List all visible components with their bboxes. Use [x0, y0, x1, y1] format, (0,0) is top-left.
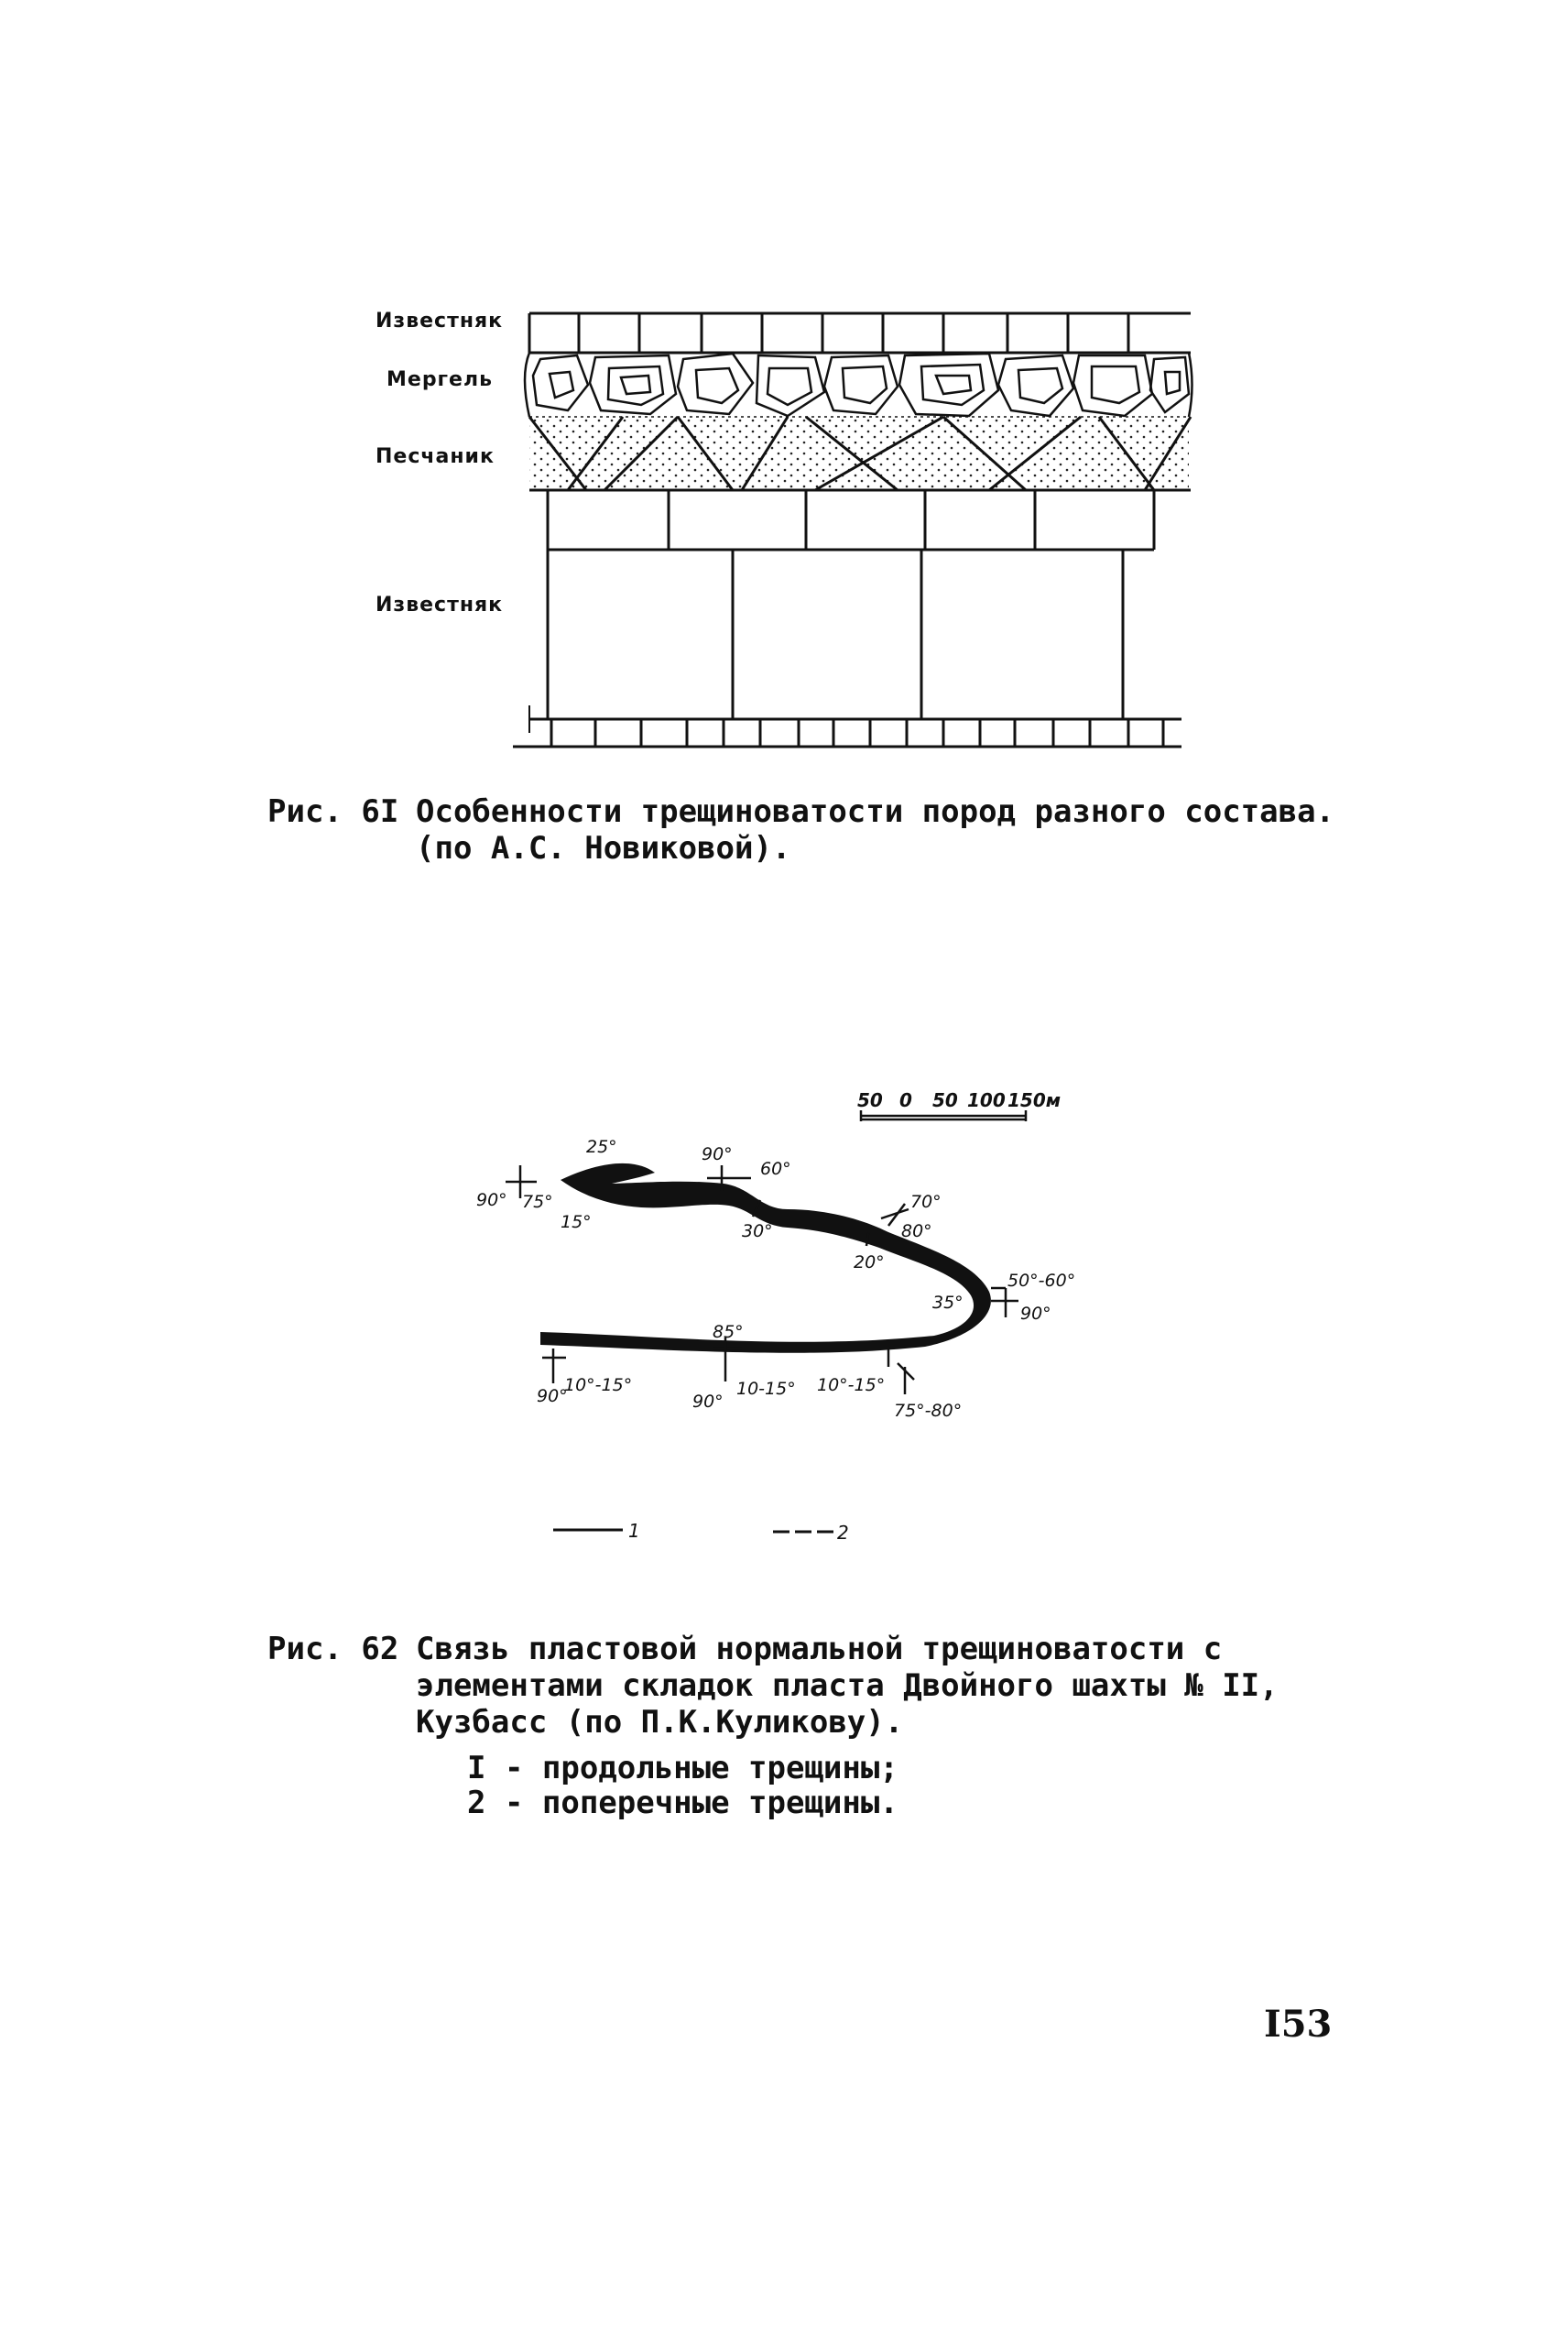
angle-10-15-b: 10-15°: [736, 1379, 796, 1399]
label-limestone-top: Известняк: [376, 310, 504, 333]
caption-62-line3: Кузбасс (по П.К.Куликову).: [416, 1704, 904, 1741]
legend-symbols: [553, 1530, 833, 1532]
rock-section-diagram: [513, 302, 1200, 751]
angle-90-right: 90°: [1020, 1304, 1051, 1324]
angle-90-left: 90°: [476, 1190, 507, 1210]
label-sandstone: Песчаник: [376, 445, 495, 468]
angle-75-80: 75°-80°: [894, 1401, 963, 1421]
caption-62-line1: Связь пластовой нормальной трещиноватости с: [416, 1631, 1223, 1667]
legend-item-1: 1: [628, 1520, 640, 1542]
caption-62-line2: элементами складок пласта Двойного шахты № II,: [416, 1667, 1279, 1704]
caption-61-line2: (по А.С. Новиковой).: [416, 830, 791, 867]
marl-layer: [525, 353, 1192, 417]
angle-25: 25°: [586, 1137, 617, 1157]
angle-90-top: 90°: [702, 1144, 733, 1164]
angle-10-15-a: 10°-15°: [564, 1375, 633, 1395]
scale-tick-100: 100: [967, 1089, 1006, 1111]
angle-90-bottom-left: 90°: [537, 1386, 568, 1406]
caption-61-line1: Особенности трещиноватости пород разного состава.: [416, 793, 1335, 830]
sandstone-layer: [529, 417, 1189, 490]
angle-85: 85°: [713, 1322, 744, 1342]
scale-tick-50a: 50: [857, 1089, 883, 1111]
page-number: I53: [1264, 2003, 1333, 2046]
scale-tick-0: 0: [899, 1089, 912, 1111]
angle-10-15-c: 10°-15°: [817, 1375, 886, 1395]
angle-70: 70°: [910, 1192, 942, 1212]
angle-50-60: 50°-60°: [1007, 1271, 1076, 1291]
angle-80: 80°: [901, 1221, 932, 1241]
limestone-bottom-blocks: [513, 490, 1181, 747]
scale-bar: [861, 1110, 1026, 1121]
angle-35: 35°: [932, 1293, 964, 1313]
scale-tick-150: 150м: [1007, 1089, 1062, 1111]
legend-text-1: I - продольные трещины;: [467, 1750, 898, 1786]
angle-60: 60°: [760, 1159, 791, 1179]
label-limestone-bottom: Известняк: [376, 594, 504, 617]
legend-text-2: 2 - поперечные трещины.: [467, 1785, 898, 1821]
angle-30: 30°: [742, 1221, 773, 1241]
angle-90-bottom-mid: 90°: [692, 1392, 724, 1412]
scale-tick-50b: 50: [932, 1089, 958, 1111]
label-marl: Мергель: [387, 368, 494, 391]
angle-75: 75°: [522, 1192, 553, 1212]
angle-20: 20°: [854, 1252, 885, 1272]
caption-61-prefix: Рис. 6I: [267, 793, 399, 830]
fracture-symbols: [506, 1165, 1018, 1394]
caption-62-prefix: Рис. 62: [267, 1631, 399, 1667]
limestone-top-blocks: [579, 313, 1128, 353]
angle-15: 15°: [561, 1212, 592, 1232]
legend-item-2: 2: [837, 1522, 849, 1544]
fold-fracture-map: [458, 1072, 1154, 1557]
